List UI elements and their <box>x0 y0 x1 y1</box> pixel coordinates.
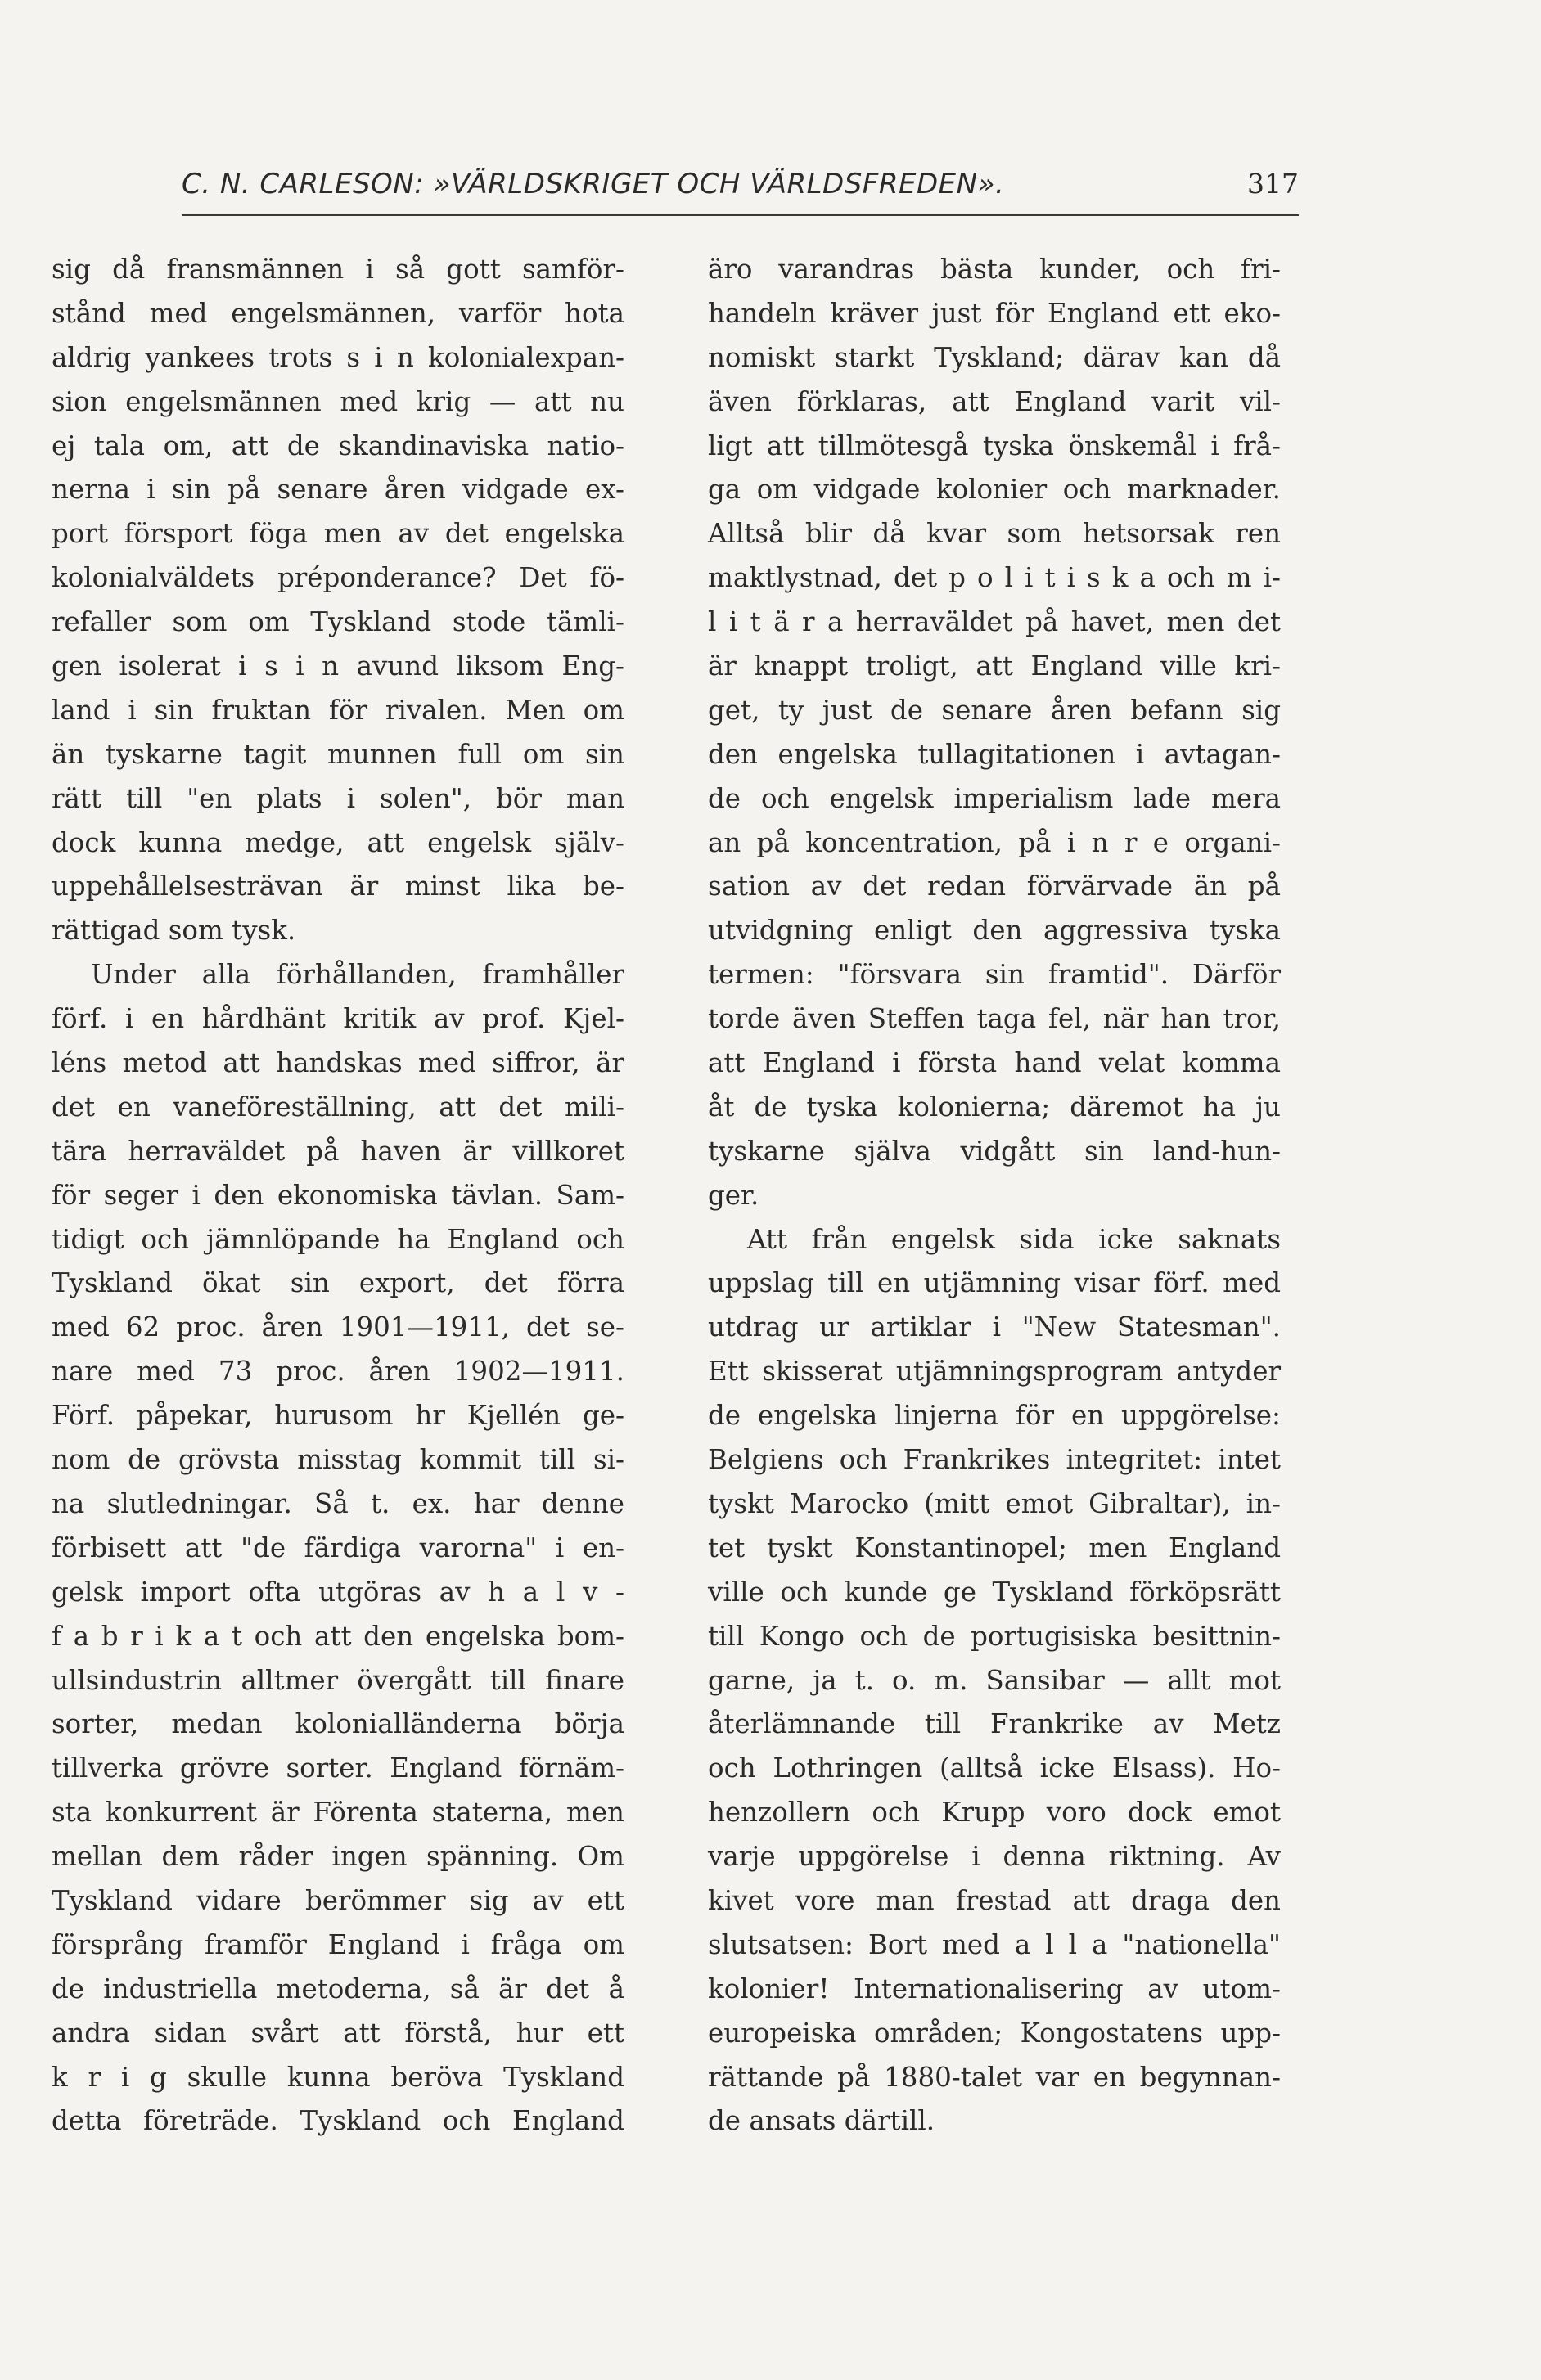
right-column-line: återlämnande till Frankrike av Metz <box>708 1708 1281 1740</box>
right-column-line: tet tyskt Konstantinopel; men England <box>708 1532 1281 1563</box>
page-number: 317 <box>1247 168 1299 200</box>
right-column-line: ligt att tillmötesgå tyska önskemål i frå- <box>708 430 1281 461</box>
right-column-line: utvidgning enligt den aggressiva tyska <box>708 915 1281 947</box>
left-column-line: tidigt och jämnlöpande ha England och <box>52 1223 624 1255</box>
right-column-line: rättande på 1880-talet var en begynnan- <box>708 2061 1281 2093</box>
left-column-line: med 62 proc. åren 1901—1911, det se- <box>52 1311 624 1343</box>
right-column-line: utdrag ur artiklar i "New Statesman". <box>708 1311 1281 1343</box>
right-column-line: att England i första hand velat komma <box>708 1047 1281 1079</box>
left-column-line: de industriella metoderna, så är det å <box>52 1973 624 2004</box>
left-column-line: sta konkurrent är Förenta staterna, men <box>52 1797 624 1829</box>
left-column-line: sorter, medan kolonialländerna börja <box>52 1708 624 1740</box>
left-column-line: rätt till "en plats i solen", bör man <box>52 782 624 814</box>
right-column-line: åt de tyska kolonierna; däremot ha ju <box>708 1091 1281 1123</box>
right-column-line: kolonier! Internationalisering av utom- <box>708 1973 1281 2004</box>
left-column-line: aldrig yankees trots s i n kolonialexpan- <box>52 341 624 373</box>
right-column-line: tyskarne själva vidgått sin land-hun- <box>708 1135 1281 1167</box>
right-column-line: slutsatsen: Bort med a l l a "nationella" <box>708 1928 1281 1960</box>
right-column-line: är knappt troligt, att England ville kri- <box>708 650 1281 682</box>
header-rule <box>182 214 1299 216</box>
left-column-line: det en vaneföreställning, att det mili- <box>52 1091 624 1123</box>
right-column-line: torde även Steffen taga fel, när han tror, <box>708 1003 1281 1035</box>
right-column-line: Att från engelsk sida icke saknats <box>747 1223 1281 1255</box>
left-column-line: ej tala om, att de skandinaviska natio- <box>52 430 624 461</box>
right-column-line: ga om vidgade kolonier och marknader. <box>708 474 1281 506</box>
right-column-line: till Kongo och de portugisiska besittnin- <box>708 1620 1281 1652</box>
right-column-line: varje uppgörelse i denna riktning. Av <box>708 1841 1281 1873</box>
right-column <box>708 248 1281 2144</box>
right-column-line: ville och kunde ge Tyskland förköpsrätt <box>708 1576 1281 1608</box>
right-column-line: l i t ä r a herraväldet på havet, men det <box>708 606 1281 638</box>
right-column-line: an på koncentration, på i n r e organi- <box>708 826 1281 858</box>
left-column-line: nare med 73 proc. åren 1902—1911. <box>52 1356 624 1388</box>
right-column-line: de engelska linjerna för en uppgörelse: <box>708 1400 1281 1432</box>
right-column-line: garne, ja t. o. m. Sansibar — allt mot <box>708 1664 1281 1696</box>
right-column-line: get, ty just de senare åren befann sig <box>708 694 1281 726</box>
left-column-line: nom de grövsta misstag kommit till si- <box>52 1444 624 1476</box>
left-column-line: refaller som om Tyskland stode tämli- <box>52 606 624 638</box>
left-column-line: dock kunna medge, att engelsk själv- <box>52 826 624 858</box>
left-column-line: ullsindustrin alltmer övergått till finare <box>52 1664 624 1696</box>
right-column-line: Belgiens och Frankrikes integritet: intet <box>708 1444 1281 1476</box>
running-title: C. N. CARLESON: »VÄRLDSKRIGET OCH VÄRLDSFREDEN». <box>182 168 1005 200</box>
left-column-line: Under alla förhållanden, framhåller <box>91 959 624 991</box>
left-column-line: sig då fransmännen i så gott samför- <box>52 254 624 285</box>
left-column-line: f a b r i k a t och att den engelska bom- <box>52 1620 624 1652</box>
left-column-line: gen isolerat i s i n avund liksom Eng- <box>52 650 624 682</box>
left-column-line: förf. i en hårdhänt kritik av prof. Kjel- <box>52 1003 624 1035</box>
left-column-line: uppehållelsesträvan är minst lika be- <box>52 871 624 902</box>
left-column-line: förbisett att "de färdiga varorna" i en- <box>52 1532 624 1563</box>
left-column-line: för seger i den ekonomiska tävlan. Sam- <box>52 1179 624 1211</box>
left-column-line: land i sin fruktan för rivalen. Men om <box>52 694 624 726</box>
left-column-line: sion engelsmännen med krig — att nu <box>52 385 624 417</box>
left-column-line: Tyskland vidare berömmer sig av ett <box>52 1884 624 1916</box>
right-column-line: ger. <box>708 1179 759 1211</box>
right-column-line: äro varandras bästa kunder, och fri- <box>708 254 1281 285</box>
right-column-line: termen: "försvara sin framtid". Därför <box>708 959 1281 991</box>
right-column-line: henzollern och Krupp voro dock emot <box>708 1797 1281 1829</box>
right-column-line: handeln kräver just för England ett eko- <box>708 297 1281 329</box>
left-column-line: Tyskland ökat sin export, det förra <box>52 1267 624 1299</box>
left-column-line: kolonialväldets préponderance? Det fö- <box>52 562 624 594</box>
right-column-line: europeiska områden; Kongostatens upp- <box>708 2017 1281 2049</box>
right-column-line: även förklaras, att England varit vil- <box>708 385 1281 417</box>
left-column <box>52 248 624 2144</box>
right-column-line: och Lothringen (alltså icke Elsass). Ho- <box>708 1752 1281 1784</box>
right-column-line: kivet vore man frestad att draga den <box>708 1884 1281 1916</box>
left-column-line: na slutledningar. Så t. ex. har denne <box>52 1487 624 1519</box>
left-column-line: léns metod att handskas med siffror, är <box>52 1047 624 1079</box>
right-column-line: de och engelsk imperialism lade mera <box>708 782 1281 814</box>
left-column-line: tillverka grövre sorter. England förnäm- <box>52 1752 624 1784</box>
left-column-line: rättigad som tysk. <box>52 915 296 947</box>
left-column-line: försprång framför England i fråga om <box>52 1928 624 1960</box>
right-column-line: maktlystnad, det p o l i t i s k a och m i- <box>708 562 1281 594</box>
right-column-line: de ansats därtill. <box>708 2105 935 2137</box>
left-column-line: gelsk import ofta utgöras av h a l v - <box>52 1576 624 1608</box>
left-column-line: tära herraväldet på haven är villkoret <box>52 1135 624 1167</box>
right-column-line: tyskt Marocko (mitt emot Gibraltar), in- <box>708 1487 1281 1519</box>
page-header <box>182 168 1299 217</box>
left-column-line: Förf. påpekar, hurusom hr Kjellén ge- <box>52 1400 624 1432</box>
left-column-line: andra sidan svårt att förstå, hur ett <box>52 2017 624 2049</box>
right-column-line: Ett skisserat utjämningsprogram antyder <box>708 1356 1281 1388</box>
right-column-line: uppslag till en utjämning visar förf. med <box>708 1267 1281 1299</box>
left-column-line: nerna i sin på senare åren vidgade ex- <box>52 474 624 506</box>
right-column-line: den engelska tullagitationen i avtagan- <box>708 738 1281 770</box>
left-column-line: mellan dem råder ingen spänning. Om <box>52 1841 624 1873</box>
left-column-line: stånd med engelsmännen, varför hota <box>52 297 624 329</box>
right-column-line: Alltså blir då kvar som hetsorsak ren <box>708 518 1281 550</box>
left-column-line: port försport föga men av det engelska <box>52 518 624 550</box>
right-column-line: sation av det redan förvärvade än på <box>708 871 1281 902</box>
left-column-line: detta företräde. Tyskland och England <box>52 2105 624 2137</box>
left-column-line: k r i g skulle kunna beröva Tyskland <box>52 2061 624 2093</box>
left-column-line: än tyskarne tagit munnen full om sin <box>52 738 624 770</box>
right-column-line: nomiskt starkt Tyskland; därav kan då <box>708 341 1281 373</box>
